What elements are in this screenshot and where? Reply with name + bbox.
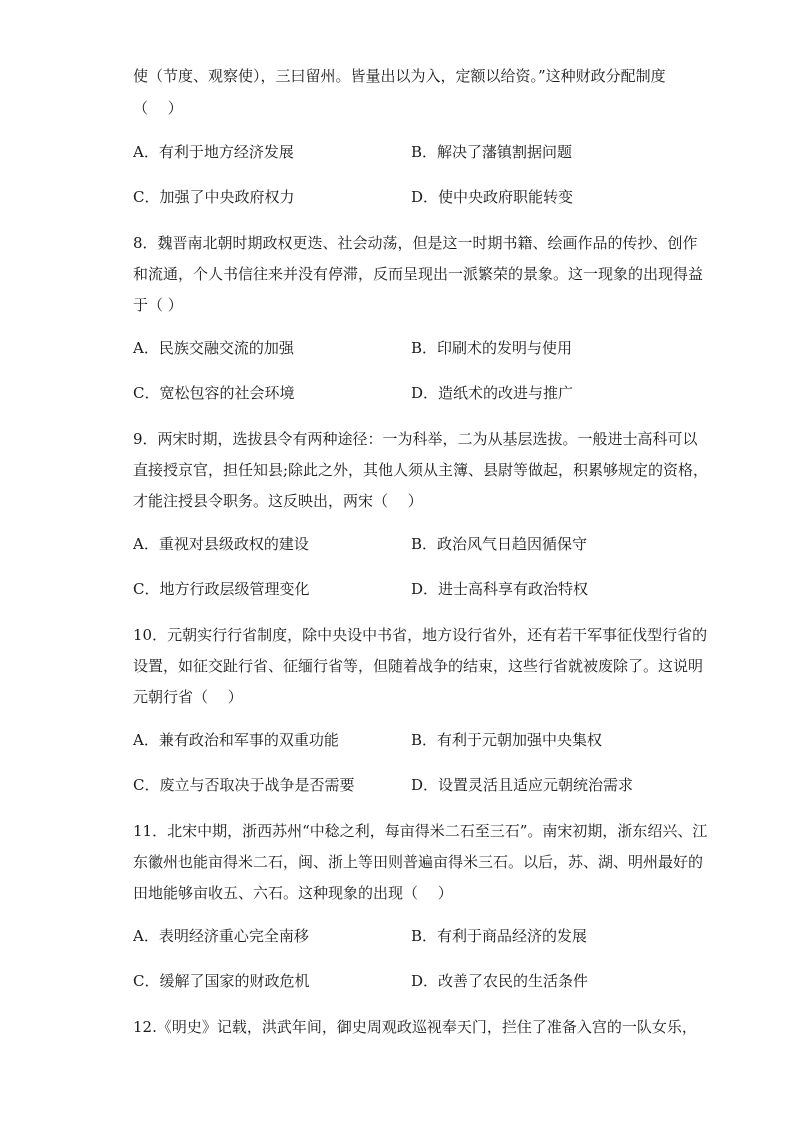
q9-stem-line-3: 才能注授县令职务。这反映出，两宋（ ） bbox=[133, 492, 423, 510]
q8-option-d[interactable]: D．造纸术的改进与推广 bbox=[411, 384, 574, 402]
q11-option-b[interactable]: B．有利于商品经济的发展 bbox=[411, 927, 588, 945]
q9-option-a[interactable]: A．重视对县级政权的建设 bbox=[133, 535, 309, 553]
q11-option-d[interactable]: D．改善了农民的生活条件 bbox=[411, 972, 589, 990]
q10-stem-line-1: 10．元朝实行行省制度，除中央设中书省，地方设行省外，还有若干军事征伐型行省的 bbox=[133, 626, 708, 644]
q10-option-b[interactable]: B．有利于元朝加强中央集权 bbox=[411, 731, 603, 749]
q8-option-a[interactable]: A．民族交融交流的加强 bbox=[133, 339, 294, 357]
q10-option-a[interactable]: A．兼有政治和军事的双重功能 bbox=[133, 731, 339, 749]
q8-stem-line-1: 8．魏晋南北朝时期政权更迭、社会动荡，但是这一时期书籍、绘画作品的传抄、创作 bbox=[133, 234, 698, 252]
q11-option-a[interactable]: A．表明经济重心完全南移 bbox=[133, 927, 309, 945]
q12-stem-line-1: 12.《明史》记载，洪武年间，御史周观政巡视奉天门，拦住了准备入宫的一队女乐， bbox=[133, 1018, 697, 1036]
q9-stem-line-2: 直接授京官，担任知县;除此之外，其他人须从主簿、县尉等做起，积累够规定的资格， bbox=[133, 461, 709, 479]
q7-option-a[interactable]: A．有利于地方经济发展 bbox=[133, 143, 294, 161]
q10-stem-line-2: 设置，如征交趾行省、征缅行省等，但随着战争的结束，这些行省就被废除了。这说明 bbox=[133, 657, 704, 675]
q11-stem-line-1: 11．北宋中期，浙西苏州“中稔之利，每亩得米二石至三石”。南宋初期，浙东绍兴、江 bbox=[133, 822, 708, 840]
q9-option-c[interactable]: C．地方行政层级管理变化 bbox=[133, 580, 310, 598]
q7-option-c[interactable]: C．加强了中央政府权力 bbox=[133, 188, 295, 206]
q10-stem-line-3: 元朝行省（ ） bbox=[133, 688, 243, 706]
q11-stem-line-3: 田地能够亩收五、六石。这种现象的出现（ ） bbox=[133, 884, 453, 902]
q8-stem-line-3: 于（ ） bbox=[133, 296, 183, 314]
q11-option-c[interactable]: C．缓解了国家的财政危机 bbox=[133, 972, 310, 990]
q8-option-c[interactable]: C．宽松包容的社会环境 bbox=[133, 384, 295, 402]
q9-option-b[interactable]: B．政治风气日趋因循保守 bbox=[411, 535, 588, 553]
q8-stem-line-2: 和流通，个人书信往来并没有停滞，反而呈现出一派繁荣的景象。这一现象的出现得益 bbox=[133, 265, 704, 283]
q11-stem-line-2: 东徽州也能亩得米二石，闽、浙上等田则普遍亩得米三石。以后，苏、湖、明州最好的 bbox=[133, 853, 704, 871]
q7-option-d[interactable]: D．使中央政府职能转变 bbox=[411, 188, 574, 206]
q7-stem-line-1: 使（节度、观察使），三曰留州。皆量出以为入，定额以给资。”这种财政分配制度 bbox=[133, 67, 666, 85]
q8-option-b[interactable]: B．印刷术的发明与使用 bbox=[411, 339, 573, 357]
q10-option-c[interactable]: C．废立与否取决于战争是否需要 bbox=[133, 776, 355, 794]
q9-option-d[interactable]: D．进士高科享有政治特权 bbox=[411, 580, 589, 598]
q7-option-b[interactable]: B．解决了藩镇割据问题 bbox=[411, 143, 573, 161]
q9-stem-line-1: 9．两宋时期，选拔县令有两种途径：一为科举，二为从基层选拔。一般进士高科可以 bbox=[133, 430, 698, 448]
q7-stem-line-2: （ ） bbox=[133, 99, 183, 117]
q10-option-d[interactable]: D．设置灵活且适应元朝统治需求 bbox=[411, 776, 634, 794]
